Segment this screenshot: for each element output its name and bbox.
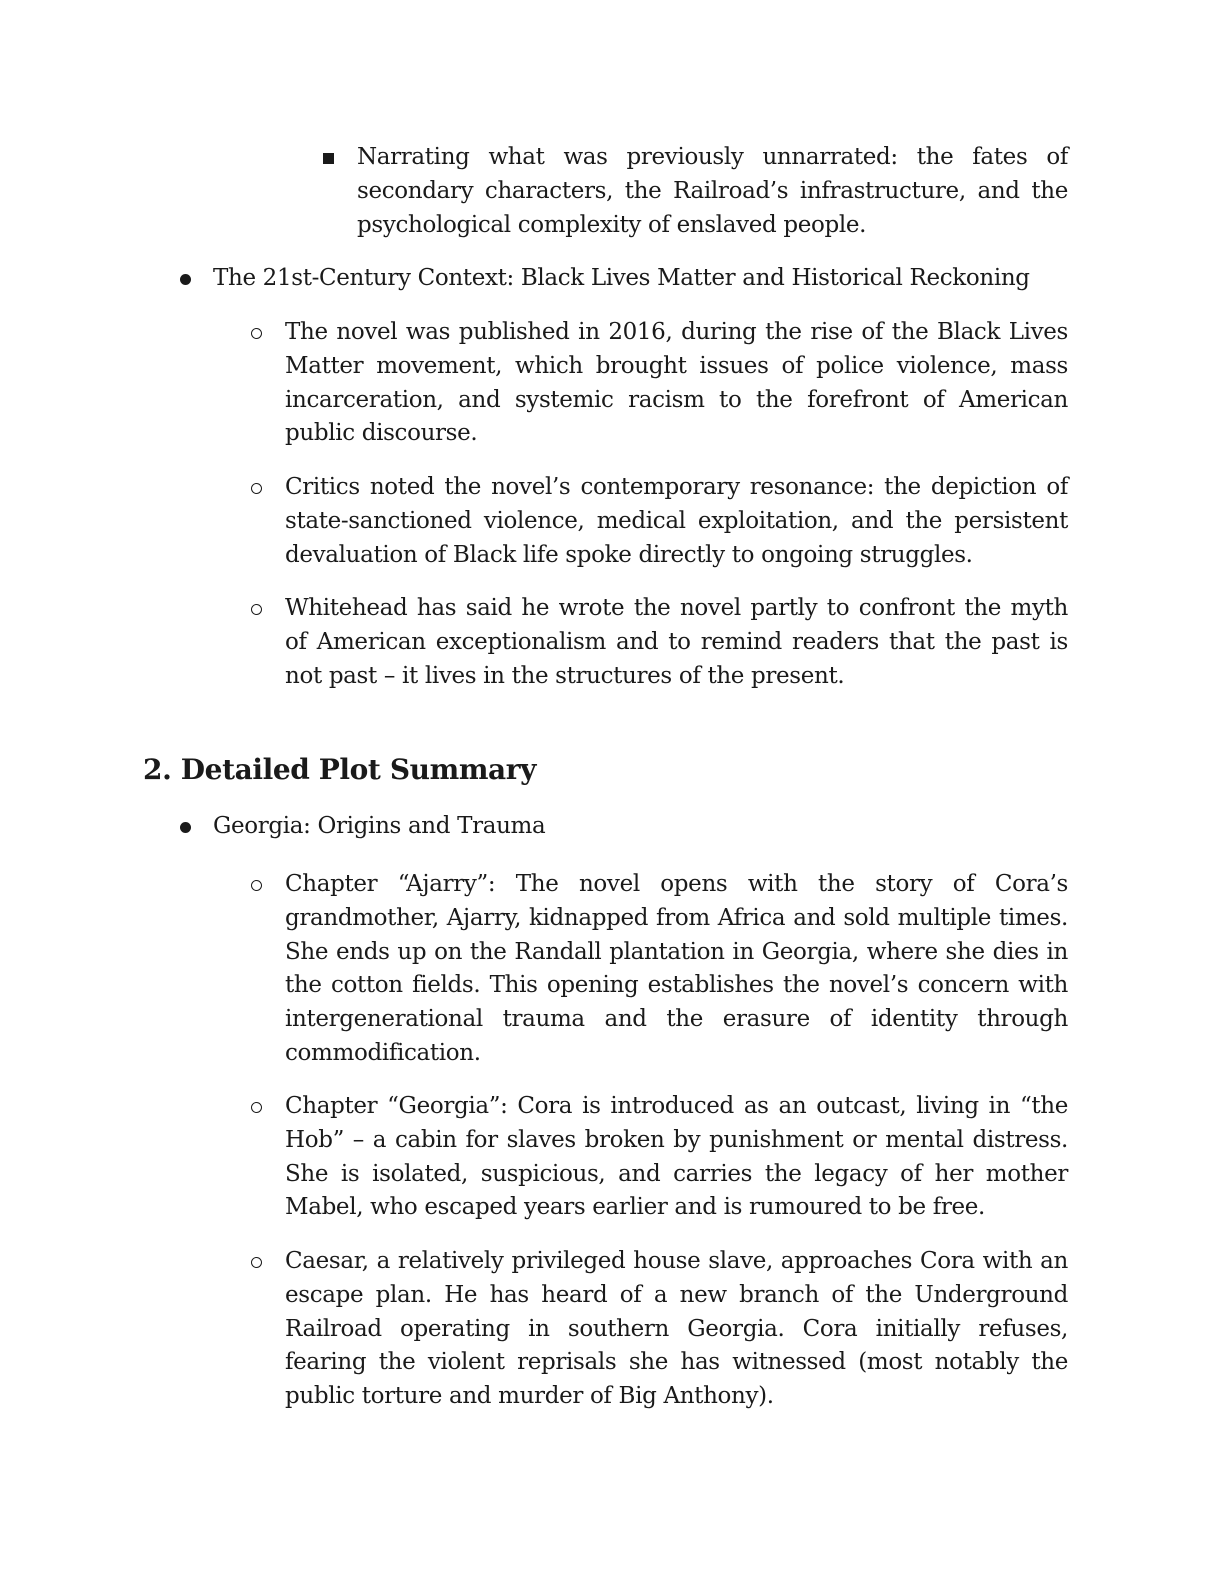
square-bullet-icon	[323, 153, 334, 164]
circle-bullet-icon	[251, 1102, 262, 1113]
disc-bullet-icon	[180, 822, 191, 833]
list-item-chapter-ajarry: Chapter “Ajarry”: The novel opens with the story of Cora’s grandmother, Ajarry, kidnapped from Africa and sold multiple times. She ends up on the Randall plantation in Georgia, where she dies in the cotton fields. This opening establishes the novel’s concern with intergenerational trauma and the erasure of identity through commodification.	[285, 871, 1068, 1066]
list-item-chapter-georgia: Chapter “Georgia”: Cora is introduced as an outcast, living in “the Hob” – a cabin for slaves broken by punishment or mental distress. She is isolated, suspicious, and carries the legacy of her mother Mabel, who escaped years earlier and is rumoured to be free.	[285, 1093, 1068, 1221]
circle-bullet-icon	[251, 880, 262, 891]
list-item-narrating: Narrating what was previously unnarrated: the fates of secondary characters, the Railroad’s infrastructure, and the psychological complexity of enslaved people.	[357, 144, 1068, 238]
list-item-georgia-origins: Georgia: Origins and Trauma	[213, 813, 546, 839]
list-item-caesar-escape-plan: Caesar, a relatively privileged house slave, approaches Cora with an escape plan. He has heard of a new branch of the Underground Railroad operating in southern Georgia. Cora initially refuses, fearing the violent reprisals she has witnessed (most notably the public torture and murder of Big Anthony).	[285, 1248, 1068, 1410]
list-item-critics-noted: Critics noted the novel’s contemporary resonance: the depiction of state-sanctioned violence, medical exploitation, and the persistent devaluation of Black life spoke directly to ongoing struggles.	[285, 474, 1068, 568]
list-item-published-2016: The novel was published in 2016, during the rise of the Black Lives Matter movement, which brought issues of police violence, mass incarceration, and systemic racism to the forefront of American public discourse.	[285, 319, 1068, 447]
list-item-21st-century-context: The 21st-Century Context: Black Lives Matter and Historical Reckoning	[213, 265, 1030, 291]
circle-bullet-icon	[251, 483, 262, 494]
disc-bullet-icon	[180, 274, 191, 285]
circle-bullet-icon	[251, 604, 262, 615]
circle-bullet-icon	[251, 328, 262, 339]
circle-bullet-icon	[251, 1257, 262, 1268]
section-heading: 2. Detailed Plot Summary	[143, 753, 537, 786]
list-item-whitehead-said: Whitehead has said he wrote the novel partly to confront the myth of American exceptionalism and to remind readers that the past is not past – it lives in the structures of the present.	[285, 595, 1068, 689]
